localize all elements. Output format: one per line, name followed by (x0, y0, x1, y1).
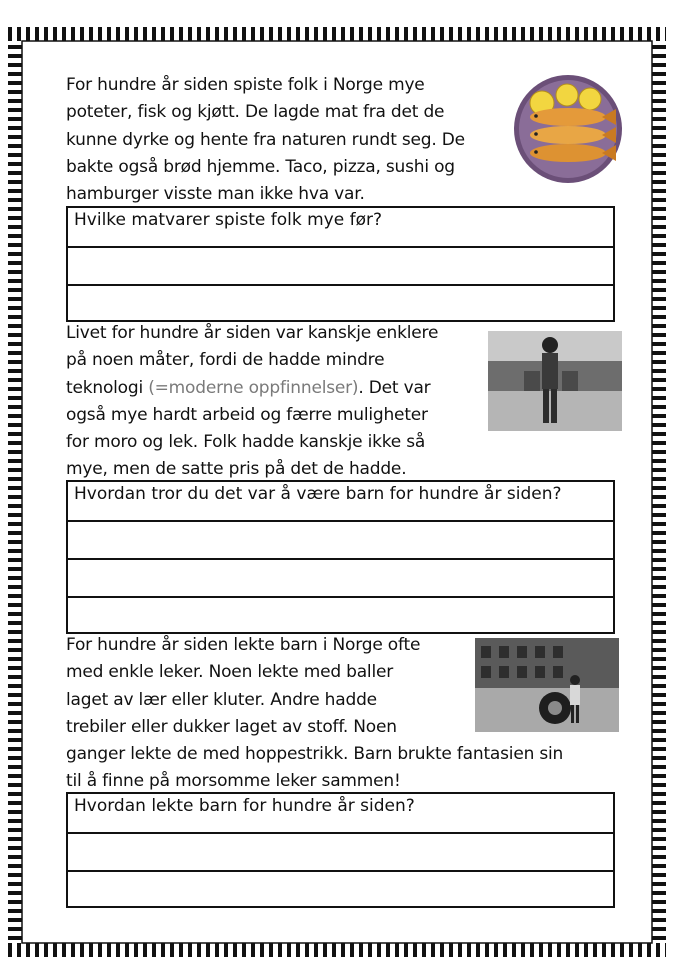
text-line: ganger lekte de med hoppestrikk. Barn brukte fantasien sin (66, 744, 564, 765)
text-line: kunne dyrke og hente fra naturen rundt seg. De (66, 129, 465, 150)
answer-box-3 (66, 792, 615, 908)
text-line: til å finne på morsomme leker sammen! (66, 771, 401, 792)
answer-line[interactable] (68, 558, 613, 596)
text-segment: teknologi (66, 377, 149, 398)
text-line: trebiler eller dukker laget av stoff. Noen (66, 716, 397, 737)
text-line: mye, men de satte pris på det de hadde. (66, 459, 407, 480)
fish-potato-plate-illustration (512, 73, 624, 185)
text-line: på noen måter, fordi de hadde mindre (66, 350, 385, 371)
boy-carrying-baskets-photo (488, 331, 622, 431)
section2-paragraph (66, 320, 438, 484)
text-line: bakte også brød hjemme. Taco, pizza, sushi og (66, 156, 455, 177)
answer-line[interactable] (68, 520, 613, 558)
question-3: Hvordan lekte barn for hundre år siden? (74, 796, 415, 816)
question-2: Hvordan tror du det var å være barn for hundre år siden? (74, 484, 562, 504)
answer-line[interactable] (68, 870, 613, 906)
section1-paragraph (66, 72, 465, 208)
text-line: også mye hardt arbeid og færre muligheter (66, 404, 428, 425)
text-line: laget av lær eller kluter. Andre hadde (66, 689, 377, 710)
text-line: For hundre år siden spiste folk i Norge mye (66, 75, 425, 95)
answer-line[interactable] (68, 596, 613, 632)
text-line: Livet for hundre år siden var kanskje enklere (66, 323, 439, 343)
text-line: For hundre år siden lekte barn i Norge ofte (66, 635, 421, 655)
text-line: hamburger visste man ikke hva var. (66, 184, 365, 205)
text-line: for moro og lek. Folk hadde kanskje ikke så (66, 432, 426, 453)
question-1: Hvilke matvarer spiste folk mye før? (74, 210, 382, 230)
answer-line[interactable] (68, 284, 613, 320)
text-line (66, 375, 438, 402)
answer-line[interactable] (68, 832, 613, 870)
answer-box-1 (66, 206, 615, 322)
children-playing-with-tire-photo (475, 638, 619, 732)
text-line: med enkle leker. Noen lekte med baller (66, 662, 394, 683)
answer-box-2 (66, 480, 615, 634)
answer-line[interactable] (68, 246, 613, 284)
text-segment: . Det var (358, 377, 431, 398)
gray-definition: (=moderne oppfinnelser) (148, 377, 359, 398)
text-line: poteter, fisk og kjøtt. De lagde mat fra det de (66, 102, 445, 123)
